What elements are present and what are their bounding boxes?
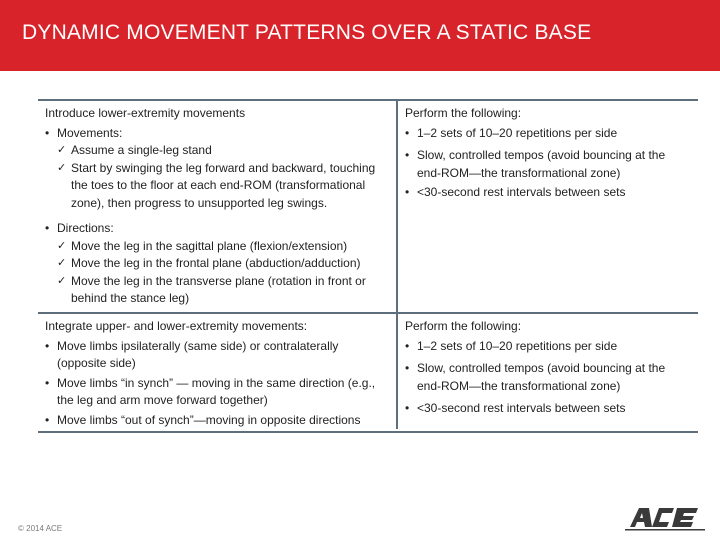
check-item: ✓ Move the leg in the transverse plane (rotation in front or behind the stance leg) xyxy=(45,273,390,308)
list-item: • Slow, controlled tempos (avoid bouncing at the end-ROM—the transformational zone) xyxy=(405,147,692,182)
perform-list xyxy=(405,125,692,202)
check-item: ✓ Start by swinging the leg forward and backward, touching the toes to the floor at each end-ROM (transformational zone), then progress to unsupported leg swings. xyxy=(45,160,390,213)
cell-heading: Integrate upper- and lower-extremity movements: xyxy=(45,319,308,333)
title-bar xyxy=(0,0,720,71)
list-item: • <30-second rest intervals between sets xyxy=(405,184,692,202)
check-item: ✓ Move the leg in the sagittal plane (flexion/extension) xyxy=(45,238,390,256)
ace-logo xyxy=(622,505,708,535)
table-cell-lower-extremity xyxy=(38,101,398,314)
table-cell-perform-2 xyxy=(398,314,698,429)
check-item: ✓ Move the leg in the frontal plane (abduction/adduction) xyxy=(45,255,390,273)
list-item-movements: • Movements: xyxy=(45,125,390,143)
list-item: • Move limbs ipsilaterally (same side) or contralaterally (opposite side) xyxy=(45,338,390,373)
list-item: • <30-second rest intervals between sets xyxy=(405,400,692,418)
exercise-table xyxy=(38,99,698,433)
perform-list xyxy=(405,338,692,418)
list-item: • 1–2 sets of 10–20 repetitions per side xyxy=(405,338,692,356)
list-item-directions: • Directions: xyxy=(45,220,390,238)
table-cell-integrate xyxy=(38,314,398,429)
cell-heading: Introduce lower-extremity movements xyxy=(45,106,246,120)
list-item: • Slow, controlled tempos (avoid bouncing at the end-ROM—the transformational zone) xyxy=(405,360,692,395)
lower-extremity-list xyxy=(45,125,390,308)
copyright-text: © 2014 ACE xyxy=(18,524,63,533)
list-item: • Move limbs “out of synch”—moving in opposite directions xyxy=(45,412,390,430)
cell-heading: Perform the following: xyxy=(405,106,522,120)
list-item: • Move limbs “in synch” — moving in the same direction (e.g., the leg and arm move forward together) xyxy=(45,375,390,410)
table-cell-perform-1 xyxy=(398,101,698,314)
slide-title: DYNAMIC MOVEMENT PATTERNS OVER A STATIC BASE xyxy=(22,21,592,44)
integrate-list xyxy=(45,338,390,430)
check-item: ✓ Assume a single-leg stand xyxy=(45,142,390,160)
cell-heading: Perform the following: xyxy=(405,319,522,333)
list-item: • 1–2 sets of 10–20 repetitions per side xyxy=(405,125,692,143)
